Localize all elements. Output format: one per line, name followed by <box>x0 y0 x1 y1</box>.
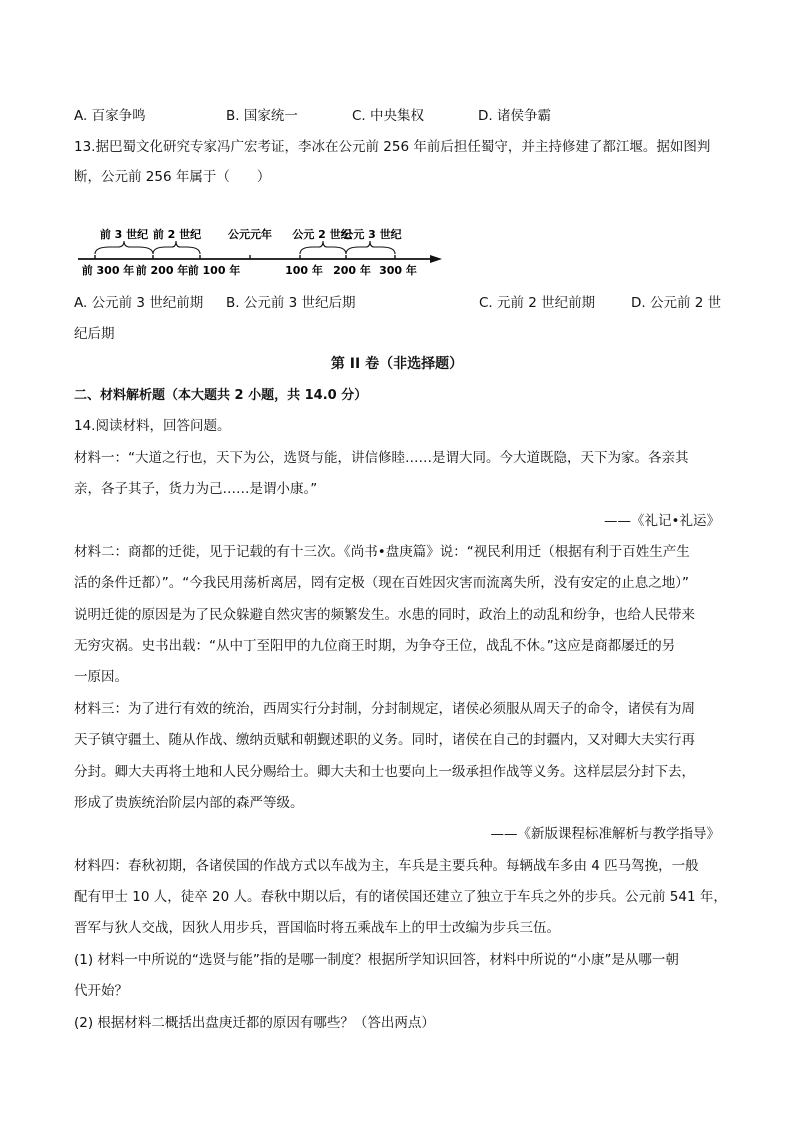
q13-option-d-wrap: 纪后期 <box>74 326 115 342</box>
timeline-tick-bc300: 前 300 年 <box>81 264 135 277</box>
material-1-source: ——《礼记•礼运》 <box>604 513 720 529</box>
part2-title: 第 II 卷（非选择题） <box>330 356 464 372</box>
material-3-line: 分封。卿大夫再将土地和人民分赐给士。卿大夫和士也要向上一级承担作战等义务。这样层层分封下去， <box>74 764 695 780</box>
timeline-tick-300: 300 年 <box>379 264 417 277</box>
material-3-line: 天子镇守疆土、随从作战、缴纳贡赋和朝觐述职的义务。同时，诸侯在自己的封疆内，又对卿大夫实行再 <box>74 732 695 748</box>
q13-option-b: B. 公元前 3 世纪后期 <box>226 295 356 311</box>
q12-option-b: B. 国家统一 <box>226 108 298 124</box>
q13-stem-line-1: 13.据巴蜀文化研究专家冯广宏考证，李冰在公元前 256 年前后担任蜀守，并主持修建了都江堰。据如图判 <box>74 139 711 155</box>
timeline-tick-100: 100 年 <box>285 264 323 277</box>
subquestion-1-line: (1) 材料一中所说的“选贤与能”指的是哪一制度？根据所学知识回答，材料中所说的“小康”是从哪一朝 <box>74 952 679 968</box>
material-4-line: 晋军与狄人交战，因狄人用步兵，晋国临时将五乘战车上的甲士改编为步兵三伍。 <box>74 920 560 936</box>
timeline-tick-bc100: 前 100 年 <box>187 264 241 277</box>
subquestion-1-line: 代开始？ <box>74 983 128 999</box>
material-1-line: 材料一：“大道之行也，天下为公，选贤与能，讲信修睦……是谓大同。今大道既隐，天下为家。各亲其 <box>74 450 689 466</box>
q13-option-c: C. 元前 2 世纪前期 <box>479 295 596 311</box>
timeline-tick-200: 200 年 <box>333 264 371 277</box>
material-4-line: 材料四：春秋初期，各诸侯国的作战方式以车战为主，车兵是主要兵种。每辆战车多由 4 匹马驾挽，一般 <box>74 858 699 874</box>
subquestion-2: (2) 根据材料二概括出盘庚迁都的原因有哪些？（答出两点） <box>74 1015 435 1031</box>
q13-stem-line-2: 断，公元前 256 年属于（ ） <box>74 169 271 185</box>
q12-option-c: C. 中央集权 <box>352 108 425 124</box>
material-1-line: 亲，各子其子，货力为己……是谓小康。” <box>74 481 318 497</box>
material-3-line: 材料三：为了进行有效的统治，西周实行分封制，分封制规定，诸侯必须服从周天子的命令，诸侯有为周 <box>74 701 695 717</box>
timeline-label-bc2c: 前 2 世纪 <box>152 228 202 241</box>
material-3-source: ——《新版课程标准解析与教学指导》 <box>490 826 720 842</box>
material-2-line: 一原因。 <box>74 669 128 685</box>
material-2-line: 材料二：商都的迁徙，见于记载的有十三次。《尚书•盘庚篇》说：“视民利用迁（根据有利于百姓生产生 <box>74 544 690 560</box>
timeline-label-bc3c: 前 3 世纪 <box>99 228 149 241</box>
timeline-tick-bc200: 前 200 年 <box>135 264 189 277</box>
q14-stem: 14.阅读材料，回答问题。 <box>74 418 231 434</box>
material-2-line: 无穷灾祸。史书出载：“从中丁至阳甲的九位商王时期，为争夺王位，战乱不休。”这应是商都屡迁的另 <box>74 638 676 654</box>
q12-option-a: A. 百家争鸣 <box>74 108 146 124</box>
timeline-figure <box>70 222 450 280</box>
timeline-label-ad3c: 公元 3 世纪 <box>342 228 402 241</box>
material-4-line: 配有甲士 10 人，徒卒 20 人。春秋中期以后，有的诸侯国还建立了独立于车兵之外的步兵。公元前 541 年， <box>74 889 727 905</box>
section-heading: 二、材料解析题（本大题共 2 小题，共 14.0 分） <box>74 388 368 403</box>
q12-option-d: D. 诸侯争霸 <box>478 108 551 124</box>
material-3-line: 形成了贵族统治阶层内部的森严等级。 <box>74 795 304 811</box>
timeline-label-ad2c: 公元 2 世纪 <box>292 228 352 241</box>
q13-option-d: D. 公元前 2 世 <box>631 295 722 311</box>
q13-option-a: A. 公元前 3 世纪前期 <box>74 295 204 311</box>
material-2-line: 说明迁徙的原因是为了民众躲避自然灾害的频繁发生。水患的同时，政治上的动乱和纷争，也给人民带来 <box>74 607 695 623</box>
material-2-line: 活的条件迁都）”。“今我民用荡析离居，罔有定极（现在百姓因灾害而流离失所，没有安定的止息之地）” <box>74 575 689 591</box>
timeline-label-ad1: 公元元年 <box>228 228 272 241</box>
